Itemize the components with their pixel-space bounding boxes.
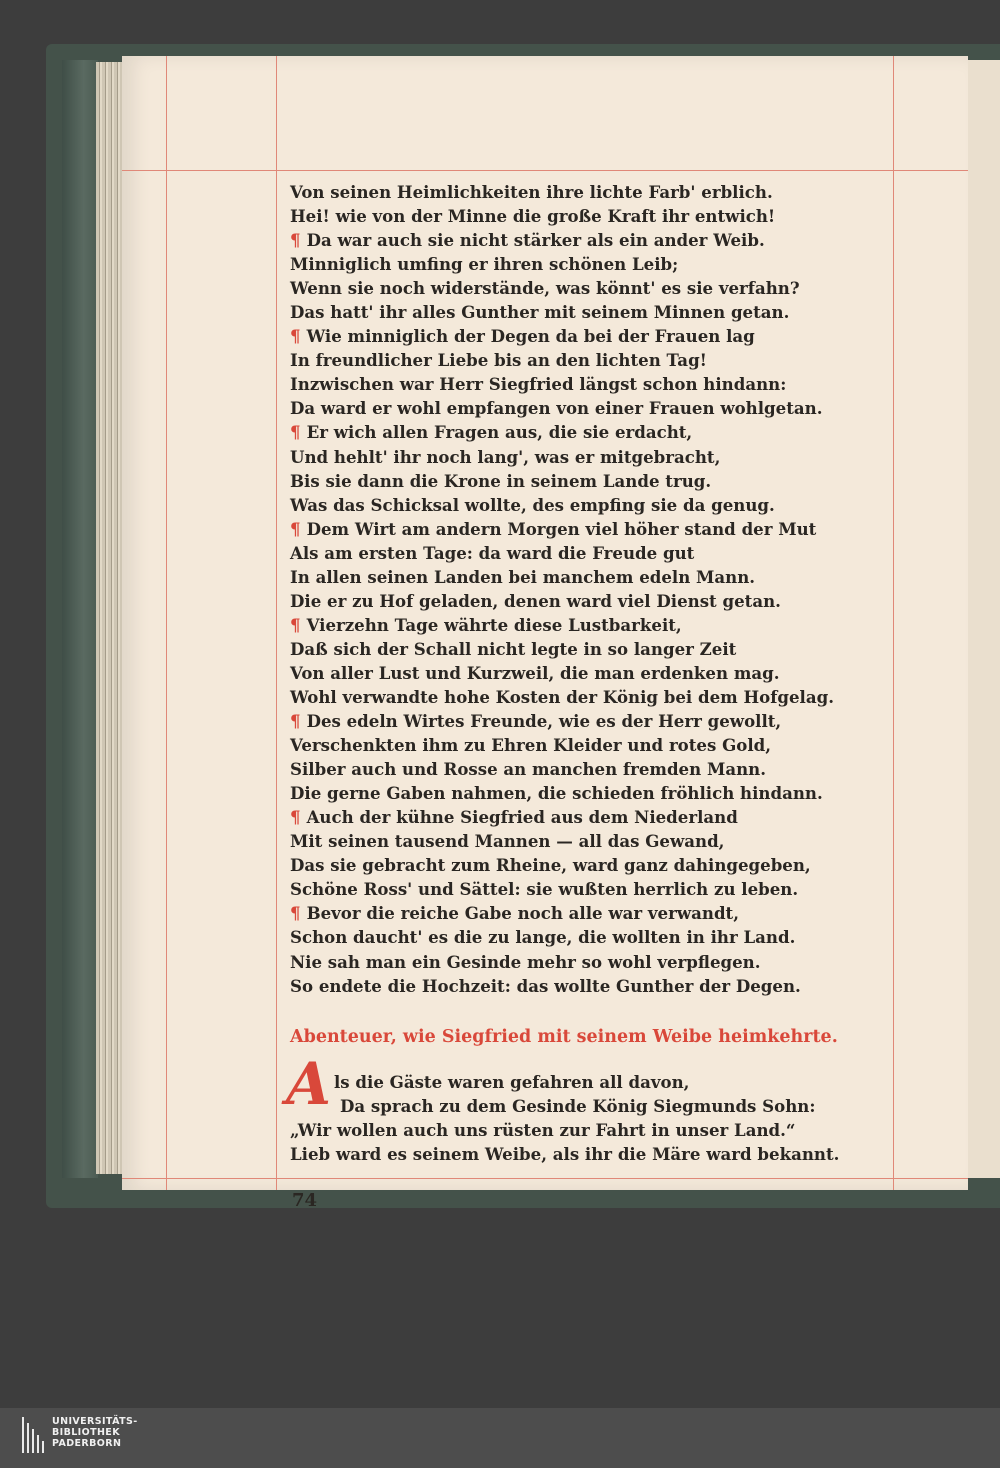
- pilcrow-mark: ¶: [290, 518, 301, 539]
- text-line: [290, 469, 890, 493]
- line-text: Wohl verwandte hohe Kosten der König bei dem Hofgelag.: [290, 686, 834, 707]
- line-text: Des edeln Wirtes Freunde, wie es der Herr gewollt,: [306, 711, 782, 732]
- line-text: Das sie gebracht zum Rheine, ward ganz dahingegeben,: [290, 855, 811, 876]
- line-text: Das hatt' ihr alles Gunther mit seinem Minnen getan.: [290, 302, 790, 323]
- margin-rule-left: [276, 56, 277, 1190]
- margin-rule-top: [122, 170, 968, 171]
- line-text: Dem Wirt am andern Morgen viel höher stand der Mut: [306, 518, 817, 539]
- margin-rule-right: [893, 56, 894, 1190]
- drop-cap: A: [286, 1050, 332, 1118]
- text-line: [290, 757, 890, 781]
- line-text: Minniglich umfing er ihren schönen Leib;: [290, 254, 679, 275]
- line-text: Von aller Lust und Kurzweil, die man erdenken mag.: [290, 662, 780, 683]
- text-line: Lieb ward es seinem Weibe, als ihr die Märe ward bekannt.: [290, 1144, 840, 1165]
- text-line: [290, 445, 890, 469]
- text-line: [290, 613, 890, 637]
- margin-rule-outer: [166, 56, 167, 1190]
- text-line: [290, 877, 890, 901]
- margin-rule-bottom: [122, 1178, 968, 1179]
- text-line: [290, 781, 890, 805]
- text-line: [290, 180, 890, 204]
- text-line: [290, 396, 890, 420]
- book-spine: [62, 60, 98, 1178]
- text-line: Da sprach zu dem Gesinde König Siegmunds Sohn:: [340, 1096, 816, 1117]
- text-line: [290, 372, 890, 396]
- text-line: [290, 661, 890, 685]
- line-text: Von seinen Heimlichkeiten ihre lichte Farb' erblich.: [290, 182, 773, 202]
- pilcrow-mark: ¶: [290, 614, 301, 635]
- text-line: [290, 950, 890, 974]
- line-text: Wenn sie noch widerstände, was könnt' es sie verfahn?: [290, 278, 800, 299]
- text-line: [290, 853, 890, 877]
- text-line: [290, 324, 890, 348]
- text-line: [290, 685, 890, 709]
- text-line: ls die Gäste waren gefahren all davon,: [334, 1072, 690, 1092]
- poem-text: [290, 180, 890, 998]
- line-text: Was das Schicksal wollte, des empfing sie da genug.: [290, 494, 775, 515]
- logo-line: BIBLIOTHEK: [52, 1427, 120, 1438]
- text-line: [290, 517, 890, 541]
- text-line: [290, 228, 890, 252]
- line-text: Die gerne Gaben nahmen, die schieden fröhlich hindann.: [290, 783, 823, 804]
- line-text: Er wich allen Fragen aus, die sie erdacht,: [306, 422, 693, 443]
- line-text: Und hehlt' ihr noch lang', was er mitgebracht,: [290, 446, 721, 467]
- line-text: Die er zu Hof geladen, denen ward viel Dienst getan.: [290, 590, 781, 611]
- text-line: [290, 925, 890, 949]
- line-text: So endete die Hochzeit: das wollte Gunther der Degen.: [290, 975, 801, 996]
- pilcrow-mark: ¶: [290, 807, 301, 828]
- line-text: Schöne Ross' und Sättel: sie wußten herrlich zu leben.: [290, 879, 799, 900]
- line-text: Silber auch und Rosse an manchen fremden Mann.: [290, 759, 766, 780]
- text-line: [290, 276, 890, 300]
- line-text: Mit seinen tausend Mannen — all das Gewand,: [290, 831, 725, 852]
- text-line: [290, 420, 890, 444]
- text-line: [290, 805, 890, 829]
- chapter-heading: Abenteuer, wie Siegfried mit seinem Weibe heimkehrte.: [290, 1027, 838, 1047]
- text-line: [290, 252, 890, 276]
- library-logo-text: [52, 1416, 138, 1449]
- line-text: Vierzehn Tage währte diese Lustbarkeit,: [306, 614, 682, 635]
- pilcrow-mark: ¶: [290, 903, 301, 924]
- logo-line: PADERBORN: [52, 1438, 122, 1449]
- text-line: [290, 709, 890, 733]
- chapter-opening-text: [290, 1070, 890, 1166]
- pilcrow-mark: ¶: [290, 326, 301, 347]
- line-text: Da ward er wohl empfangen von einer Frauen wohlgetan.: [290, 398, 823, 419]
- text-line: [290, 733, 890, 757]
- footer-bar: [0, 1408, 1000, 1468]
- library-logo-icon: [22, 1417, 44, 1453]
- line-text: Verschenkten ihm zu Ehren Kleider und rotes Gold,: [290, 735, 772, 756]
- line-text: Daß sich der Schall nicht legte in so langer Zeit: [290, 638, 737, 659]
- text-line: [290, 204, 890, 228]
- line-text: Als am ersten Tage: da ward die Freude gut: [290, 542, 695, 563]
- pilcrow-mark: ¶: [290, 230, 301, 251]
- pilcrow-mark: ¶: [290, 422, 301, 443]
- logo-line: UNIVERSITÄTS-: [52, 1416, 138, 1427]
- page-number: 74: [292, 1190, 318, 1211]
- text-line: „Wir wollen auch uns rüsten zur Fahrt in unser Land.“: [290, 1120, 796, 1141]
- line-text: Inzwischen war Herr Siegfried längst schon hindann:: [290, 374, 787, 395]
- text-line: [290, 829, 890, 853]
- text-line: [290, 901, 890, 925]
- line-text: Hei! wie von der Minne die große Kraft ihr entwich!: [290, 206, 776, 227]
- text-line: [290, 637, 890, 661]
- text-line: [290, 589, 890, 613]
- line-text: In freundlicher Liebe bis an den lichten Tag!: [290, 350, 707, 371]
- line-text: Bis sie dann die Krone in seinem Lande trug.: [290, 470, 712, 491]
- pilcrow-mark: ¶: [290, 711, 301, 732]
- text-line: [290, 541, 890, 565]
- line-text: Schon daucht' es die zu lange, die wollten in ihr Land.: [290, 927, 796, 948]
- text-line: [290, 493, 890, 517]
- text-line: [290, 974, 890, 998]
- line-text: Da war auch sie nicht stärker als ein ander Weib.: [306, 230, 765, 251]
- text-line: [290, 565, 890, 589]
- line-text: Nie sah man ein Gesinde mehr so wohl verpflegen.: [290, 951, 761, 972]
- line-text: In allen seinen Landen bei manchem edeln Mann.: [290, 566, 756, 587]
- line-text: Wie minniglich der Degen da bei der Frauen lag: [306, 326, 755, 347]
- text-line: [290, 348, 890, 372]
- line-text: Bevor die reiche Gabe noch alle war verwandt,: [306, 903, 739, 924]
- line-text: Auch der kühne Siegfried aus dem Niederland: [306, 807, 738, 828]
- text-line: [290, 300, 890, 324]
